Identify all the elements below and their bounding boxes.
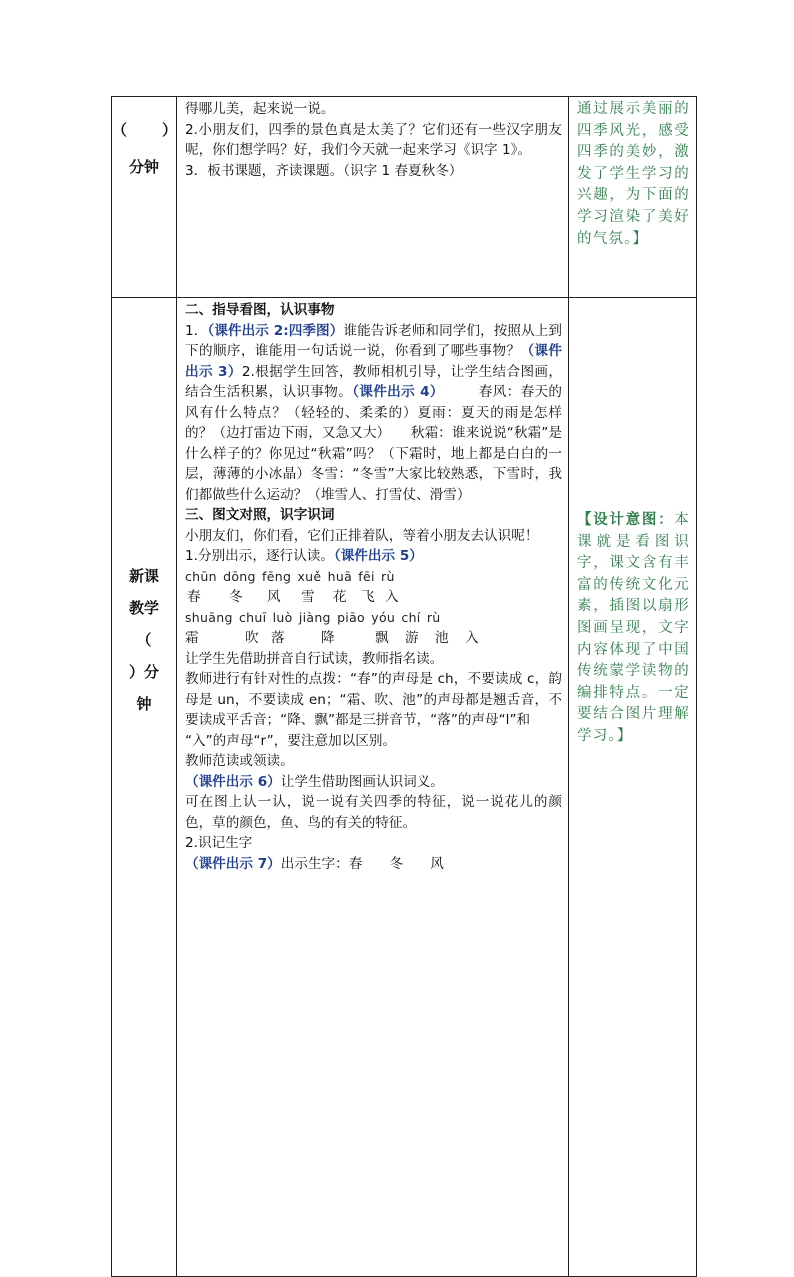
hanzi-char: 雪 [301,589,315,605]
table-row [112,298,697,1277]
paragraph [185,772,562,793]
text-span: 春风：春天的风有什么特点？（轻轻的、柔柔的）夏雨：夏天的雨是怎样的？（边打雷边下雨，又急又大） 秋霜：谁来说说“秋霜”是什么样子的？你见过“秋霜”吗？（下霜时，地上都是白白的一层，薄薄的小冰晶）冬雪：“冬雪”大家比较熟悉，下雪时，我们都做些什么运动？（堆雪人、打雪仗、滑雪） [185,384,563,503]
design-intent-text: 本课就是看图识字，课文含有丰富的传统文化元素，插图以扇形图画呈现，文字内容体现了中国传统蒙学读物的编排特点。一定要结合图片理解学习。】 [577,512,690,744]
paragraph: 教师范读或领读。 [185,753,294,769]
hanzi-char: 霜 [185,630,199,646]
hanzi-char: 冬 [229,589,243,605]
paragraph [185,854,562,875]
section-label: 钟 [136,695,152,713]
section-label: ）分 [128,663,159,681]
text-span: 谁能告诉老师和同学们，按照从上到下的顺序，谁能用一句话说一说，你看到了哪些事物？ [185,322,563,359]
hanzi-char: 吹 [245,630,259,646]
paragraph: 让学生先借助拼音自行试读，教师指名读。 [185,650,444,667]
design-intent-cell [569,298,697,1277]
content-cell [177,298,569,1277]
paragraph: 教师进行有针对性的点拨：“春”的声母是 ch，不要读成 c，韵母是 un，不要读成 en；“霜、吹、池”的声母都是翘舌音，不要读成平舌音；“降、飘”都是三拼音节，“落”的声母“l”和 [185,671,562,728]
paragraph [185,321,562,506]
text-line: 3．板书课题，齐读课题。（识字 1 春夏秋冬） [185,162,463,179]
courseware-tag: （课件出示 5） [333,548,423,564]
courseware-tag: （课件出示 2:四季图） [207,322,344,339]
courseware-tag: （课件出示 4） [352,384,437,400]
section-label-cell [112,298,177,1277]
pinyin-line: shuāng chuī luò jiàng piāo yóu chí rù [185,609,441,625]
hanzi-char: 飘 [375,630,389,646]
hanzi-char: 池 [435,630,449,646]
table-row [112,97,697,298]
time-unit: 分钟 [128,158,159,176]
hanzi-char: 风 [267,589,281,605]
hanzi-char: 降 [321,630,335,646]
hanzi-line [185,587,562,608]
design-intent-text: 通过展示美丽的四季风光，感受四季的美妙，激发了学生学习的兴趣，为下面的学习渲染了美好的气氛。】 [577,101,690,247]
courseware-tag: （课件出示 7） [185,855,281,872]
time-blank: （ ） [112,121,188,139]
section-heading: 二、指导看图，认识事物 [185,302,335,318]
paragraph: 可在图上认一认，说一说有关四季的特征，说一说花儿的颜色，草的颜色，鱼、鸟的有关的特征。 [185,794,562,831]
text-line: 2.小朋友们，四季的景色真是太美了？它们还有一些汉字朋友呢，你们想学吗？好，我们今天就一起来学习《识字 1》。 [185,121,562,158]
hanzi-char: 入 [465,630,479,646]
courseware-tag: （课件出示 3） [185,343,563,380]
hanzi-char: 花 [333,589,347,605]
hanzi-line [185,628,562,649]
paragraph [185,546,562,567]
design-intent-label: 【设计意图： [577,512,675,528]
text-span: 1． [185,322,208,339]
paragraph: 2.识记生字 [185,835,253,851]
hanzi-char: 入 [385,589,399,605]
lesson-plan-table [111,96,697,1277]
section-label: （ [136,631,152,649]
hanzi-char: 游 [405,630,419,646]
text-span: 让学生借助图画认识词义。 [280,773,444,790]
text-span: 1.分别出示，逐行认读。 [185,548,334,564]
hanzi-char: 春 [187,589,201,605]
section-heading: 三、图文对照，识字识词 [185,507,335,523]
design-intent-cell [569,97,697,298]
section-label: 新课 [128,567,159,585]
courseware-tag: （课件出示 6） [185,773,281,790]
section-label: 教学 [128,599,159,617]
paragraph: 小朋友们，你们看，它们正排着队，等着小朋友去认识呢！ [185,527,539,544]
text-line: 得哪儿美，起来说一说。 [185,101,335,117]
pinyin-line: chūn dōng fēng xuě huā fēi rù [185,568,395,584]
text-span: 2.根据学生回答，教师相机引导，让学生结合图画，结合生活积累，认识事物。 [185,363,562,400]
paragraph: “入”的声母“r”，要注意加以区别。 [185,732,397,749]
time-cell [112,97,188,298]
hanzi-char: 飞 [361,589,375,605]
text-span: 出示生字：春 冬 风 [280,855,444,872]
content-cell [177,97,569,298]
hanzi-char: 落 [271,630,285,646]
